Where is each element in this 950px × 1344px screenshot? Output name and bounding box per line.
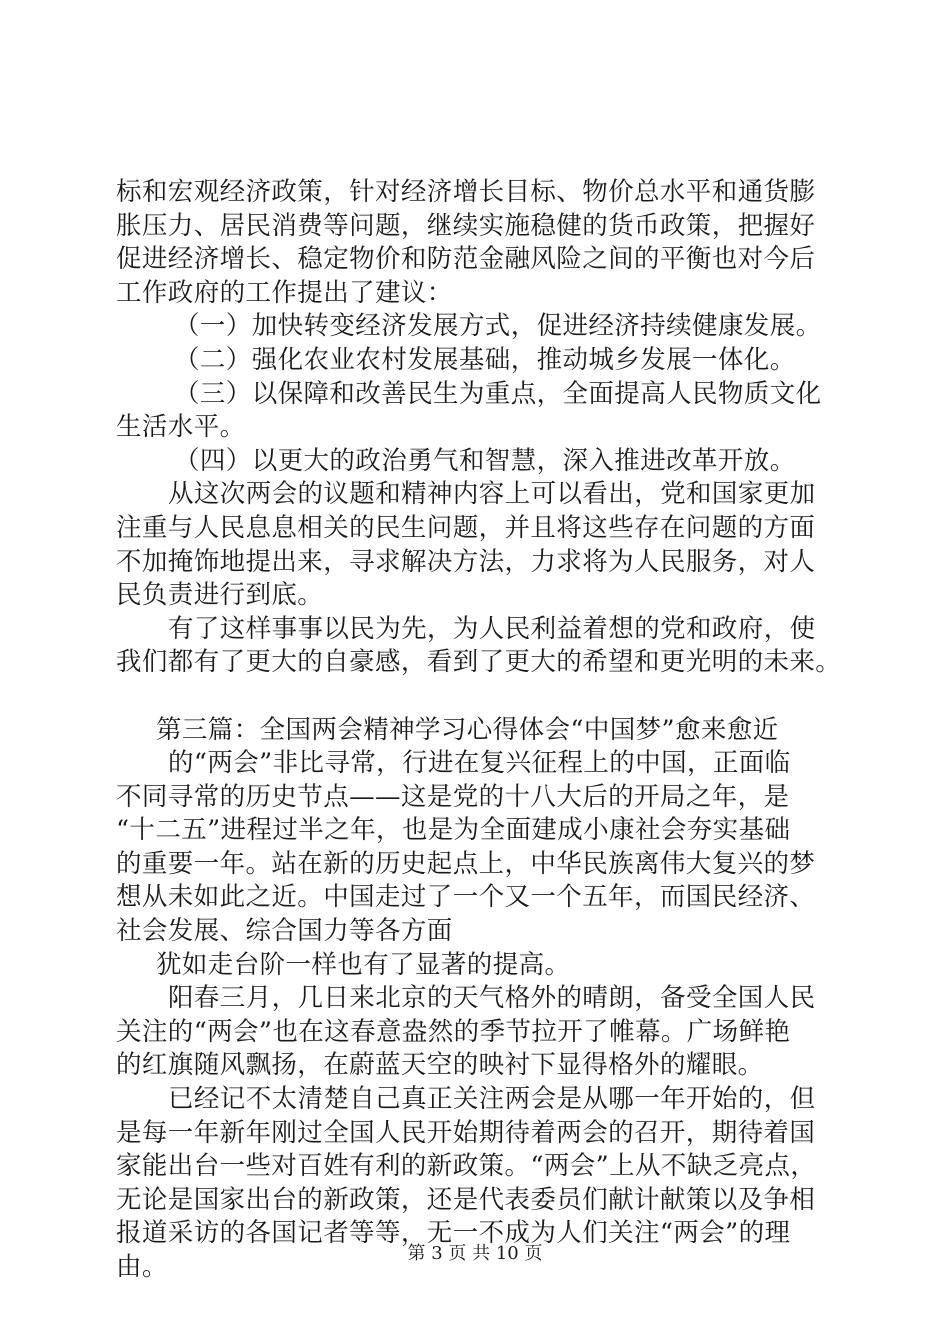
list-item-2: （二）强化农业农村发展基础，推动城乡发展一体化。 [174,344,796,375]
text-line: 促进经济增长、稳定物价和防范金融风险之间的平衡也对今后 [116,244,816,275]
text-line: 由。 [116,1252,168,1282]
text-line: 不同寻常的历史节点——这是党的十八大后的开局之年，是 [116,781,790,812]
document-body [116,176,851,1285]
text-line: 胀压力、居民消费等问题，继续实施稳健的货币政策，把握好 [116,210,816,241]
text-line: 家能出台一些对百姓有利的新政策。“两会”上从不缺乏亮点， [116,1151,817,1182]
page-number-footer: 第 3 页 共 10 页 [407,1243,543,1264]
paragraph-start: 阳春三月，几日来北京的天气格外的晴朗，备受全国人民 [168,983,816,1014]
section-heading: 第三篇：全国两会精神学习心得体会“中国梦”愈来愈近 [156,714,779,745]
text-line: 工作政府的工作提出了建议： [116,277,453,308]
text-line: 是每一年新年刚过全国人民开始期待着两会的召开，期待着国 [116,1117,816,1148]
text-line: 的红旗随风飘扬，在蔚蓝天空的映衬下显得格外的耀眼。 [116,1050,764,1081]
text-line: 不加掩饰地提出来，寻求解决方法，力求将为人民服务，对人 [116,546,816,577]
text-line: 社会发展、综合国力等各方面 [116,916,453,947]
text-line: 想从未如此之近。中国走过了一个又一个五年，而国民经济、 [116,882,816,913]
text-line: “十二五”进程过半之年，也是为全面建成小康社会夯实基础 [116,815,791,846]
paragraph-start: 犹如走台阶一样也有了显著的提高。 [156,949,571,980]
paragraph-start: 有了这样事事以民为先，为人民利益着想的党和政府，使 [168,613,816,644]
text-line: 关注的“两会”也在这春意盎然的季节拉开了帷幕。广场鲜艳 [116,1016,791,1047]
paragraph-start: 从这次两会的议题和精神内容上可以看出，党和国家更加 [168,479,816,510]
text-line: 的重要一年。站在新的历史起点上，中华民族离伟大复兴的梦 [116,848,816,879]
list-item-4: （四）以更大的政治勇气和智慧，深入推进改革开放。 [174,445,796,476]
paragraph-start: 的“两会”非比寻常，行进在复兴征程上的中国，正面临 [168,748,791,779]
text-line: 民负责进行到底。 [116,580,324,611]
text-line: 我们都有了更大的自豪感，看到了更大的希望和更光明的未来。 [116,647,842,678]
paragraph-start: 已经记不太清楚自己真正关注两会是从哪一年开始的，但 [168,1084,816,1115]
text-line: 标和宏观经济政策，针对经济增长目标、物价总水平和通货膨 [116,177,816,207]
list-item-3: （三）以保障和改善民生为重点，全面提高人民物质文化 [174,378,822,409]
paragraph-gap [116,680,851,714]
text-line: 注重与人民息息相关的民生问题，并且将这些存在问题的方面 [116,512,816,543]
list-item-1: （一）加快转变经济发展方式，促进经济持续健康发展。 [174,311,822,342]
text-line: 报道采访的各国记者等等，无一不成为人们关注“两会”的理 [116,1218,791,1249]
text-line: 生活水平。 [116,412,246,443]
text-line: 无论是国家出台的新政策，还是代表委员们献计献策以及争相 [116,1184,816,1215]
